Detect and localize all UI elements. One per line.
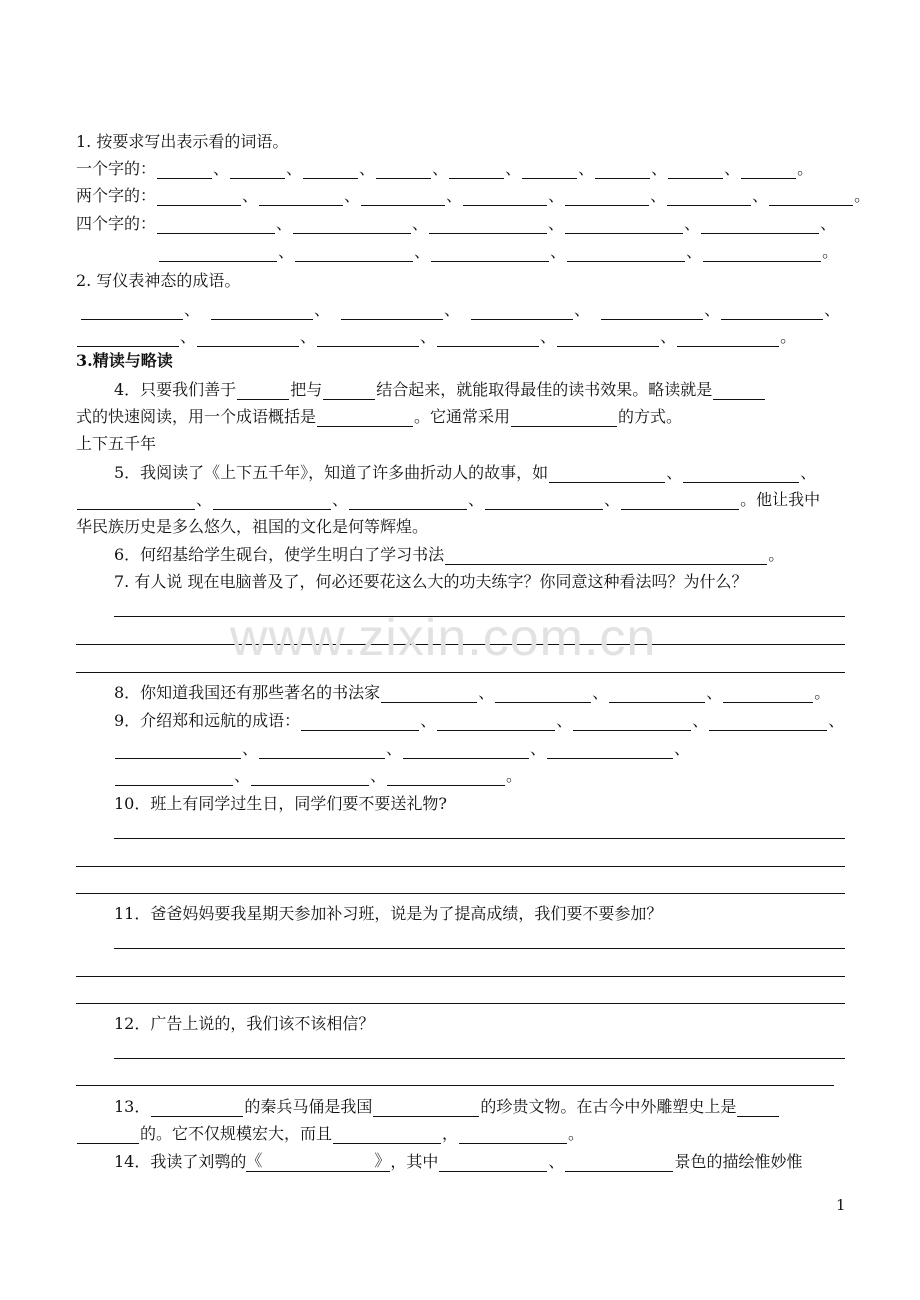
answer-blank[interactable]: [565, 188, 649, 206]
watermark: www.zixin.com.cn: [230, 609, 657, 667]
punct: 、: [530, 739, 547, 758]
punct: 、: [800, 463, 817, 482]
answer-blank[interactable]: [77, 492, 195, 510]
answer-blank[interactable]: [522, 161, 577, 179]
section3-title: 3.精读与略读: [76, 351, 173, 370]
punct: 、: [706, 683, 723, 702]
answer-blank[interactable]: [431, 244, 549, 262]
punct: 、: [666, 463, 683, 482]
answer-blank[interactable]: [667, 188, 751, 206]
q2-row-1: [80, 300, 840, 320]
answer-blank[interactable]: [721, 302, 823, 320]
punct: 、: [276, 214, 293, 233]
answer-blank[interactable]: [677, 329, 779, 347]
q6-line: [114, 545, 784, 565]
answer-blank[interactable]: [211, 302, 313, 320]
punct: 、: [548, 186, 565, 205]
q13-text: 的珍贵文物。在古今中外雕塑史上是: [480, 1097, 737, 1116]
answer-blank[interactable]: [459, 1126, 567, 1144]
q14-line: [114, 1151, 802, 1172]
q14-text: 景色的描绘惟妙惟: [674, 1152, 803, 1171]
answer-blank[interactable]: [317, 409, 413, 427]
q5-line-1: [114, 463, 816, 483]
punct: 。: [768, 545, 785, 564]
answer-blank[interactable]: [573, 713, 691, 731]
answer-blank[interactable]: [77, 329, 179, 347]
q1-four-char-row-1: [76, 214, 836, 234]
answer-blank[interactable]: [547, 741, 673, 759]
answer-line[interactable]: [76, 644, 845, 645]
punct: 、: [651, 159, 668, 178]
answer-blank[interactable]: [621, 492, 739, 510]
punct: 、: [548, 214, 565, 233]
answer-blank[interactable]: [157, 161, 212, 179]
answer-blank[interactable]: [387, 768, 505, 786]
punct: 、: [692, 711, 709, 730]
q4-text: 把与: [290, 380, 323, 399]
answer-blank[interactable]: [301, 713, 419, 731]
answer-blank[interactable]: [463, 188, 547, 206]
q14-text: ，其中: [390, 1152, 439, 1171]
punct: 、: [213, 159, 230, 178]
punct: 、: [724, 159, 741, 178]
q1-two-char-row: [76, 186, 870, 206]
q12-text: 12．广告上说的，我们该不该相信？: [114, 1014, 375, 1033]
answer-blank[interactable]: [230, 161, 285, 179]
answer-blank[interactable]: [595, 161, 650, 179]
answer-blank[interactable]: [403, 741, 529, 759]
answer-line[interactable]: [114, 948, 845, 949]
answer-blank[interactable]: [683, 465, 799, 483]
punct: 。: [568, 1124, 585, 1143]
answer-line[interactable]: [114, 1058, 845, 1059]
punct: 、: [286, 159, 303, 178]
punct: 、: [386, 739, 403, 758]
answer-blank[interactable]: [549, 465, 665, 483]
answer-blank[interactable]: [376, 161, 431, 179]
answer-blank[interactable]: [115, 741, 241, 759]
punct: 、: [184, 300, 201, 319]
q1-four-char-row-2: [158, 242, 838, 262]
punct: 、: [242, 186, 259, 205]
answer-blank[interactable]: [323, 382, 375, 400]
answer-blank[interactable]: [703, 244, 821, 262]
punct: 、: [278, 242, 295, 261]
q5-text: 。他让我中: [740, 490, 821, 509]
answer-blank[interactable]: [159, 244, 277, 262]
punct: 、: [828, 711, 845, 730]
four-char-label: 四个字的：: [76, 214, 157, 233]
q4-text: 的方式。: [618, 407, 683, 426]
punct: 、: [556, 711, 573, 730]
punct: 、: [548, 1152, 565, 1171]
answer-blank[interactable]: [151, 1099, 243, 1117]
answer-blank[interactable]: [439, 1154, 547, 1172]
answer-blank[interactable]: [303, 161, 358, 179]
answer-blank[interactable]: [373, 1099, 479, 1117]
punct: 。: [822, 242, 839, 261]
answer-blank[interactable]: [361, 188, 445, 206]
answer-blank[interactable]: [157, 216, 275, 234]
q13-line-2: [76, 1124, 584, 1144]
punct: 。: [780, 327, 797, 346]
answer-blank[interactable]: [701, 216, 819, 234]
punct: 、: [574, 300, 591, 319]
book-heading: 上下五千年: [76, 434, 157, 453]
punct: 、: [414, 242, 431, 261]
q4-line-2: [76, 407, 682, 427]
q4-line-1: [114, 380, 766, 400]
q4-text: 。它通常采用: [414, 407, 511, 426]
punct: 、: [824, 300, 841, 319]
punct: 、: [332, 490, 349, 509]
q13-text: 13．: [114, 1097, 151, 1116]
answer-line[interactable]: [76, 1085, 834, 1086]
answer-blank[interactable]: [259, 741, 385, 759]
answer-blank[interactable]: [601, 302, 703, 320]
punct: 、: [820, 214, 837, 233]
punct: 、: [412, 214, 429, 233]
punct: 、: [505, 159, 522, 178]
punct: 、: [446, 186, 463, 205]
answer-blank[interactable]: [381, 685, 477, 703]
punct: 、: [196, 490, 213, 509]
q2-row-2: [76, 327, 796, 347]
q4-text: 结合起来，就能取得最佳的读书效果。略读就是: [376, 380, 713, 399]
q2-title: 2. 写仪表神态的成语。: [76, 271, 241, 290]
answer-blank[interactable]: [565, 216, 683, 234]
answer-blank[interactable]: [737, 1099, 779, 1117]
answer-blank[interactable]: [237, 382, 289, 400]
book-title-close: 》: [374, 1151, 391, 1170]
answer-blank[interactable]: [709, 713, 827, 731]
q4-text: 式的快速阅读，用一个成语概括是: [76, 407, 317, 426]
answer-blank[interactable]: [609, 685, 705, 703]
q9-text: 9．介绍郑和远航的成语：: [114, 711, 301, 730]
answer-blank[interactable]: [115, 768, 233, 786]
two-char-label: 两个字的：: [76, 186, 157, 205]
q4-text: 4．只要我们善于: [114, 380, 237, 399]
punct: ，: [442, 1124, 459, 1143]
answer-line[interactable]: [76, 976, 845, 977]
book-title-open: 《: [246, 1151, 263, 1170]
answer-blank[interactable]: [349, 492, 467, 510]
punct: 。: [797, 159, 814, 178]
punct: 。: [506, 766, 523, 785]
answer-blank[interactable]: [557, 329, 659, 347]
punct: 、: [684, 214, 701, 233]
q5-line-3: 华民族历史是多么悠久，祖国的文化是何等辉煌。: [76, 517, 429, 536]
answer-line[interactable]: [76, 866, 845, 867]
answer-blank[interactable]: [565, 1154, 673, 1172]
q13-line-1: [114, 1097, 780, 1117]
answer-line[interactable]: [76, 893, 845, 894]
punct: 、: [344, 186, 361, 205]
punct: 、: [314, 300, 331, 319]
answer-blank[interactable]: [769, 188, 853, 206]
q11-text: 11．爸爸妈妈要我星期天参加补习班，说是为了提高成绩，我们要不要参加？: [114, 904, 663, 923]
punct: 、: [468, 490, 485, 509]
answer-line[interactable]: [76, 1003, 845, 1004]
q9-line-1: [114, 711, 844, 731]
punct: 、: [242, 739, 259, 758]
punct: 、: [180, 327, 197, 346]
answer-blank[interactable]: [668, 161, 723, 179]
punct: 、: [604, 490, 621, 509]
q10-text: 10．班上有同学过生日，同学们要不要送礼物?: [114, 794, 447, 813]
answer-blank[interactable]: [723, 685, 813, 703]
answer-blank[interactable]: [251, 768, 369, 786]
answer-line[interactable]: [76, 672, 845, 673]
punct: 、: [420, 327, 437, 346]
punct: 、: [660, 327, 677, 346]
q1-title: 1. 按要求写出表示看的词语。: [76, 132, 289, 151]
q13-text: 的。它不仅规模宏大，而且: [140, 1124, 333, 1143]
punct: 、: [704, 300, 721, 319]
q8-line: [114, 683, 830, 703]
q5-line-2: [76, 490, 820, 510]
answer-blank[interactable]: [741, 161, 796, 179]
punct: 、: [686, 242, 703, 261]
punct: 、: [650, 186, 667, 205]
punct: 、: [550, 242, 567, 261]
answer-blank[interactable]: [437, 713, 555, 731]
punct: 。: [854, 186, 871, 205]
punct: 、: [444, 300, 461, 319]
answer-blank[interactable]: [485, 492, 603, 510]
q7-text: 7. 有人说 现在电脑普及了，何必还要花这么大的功夫练字？你同意这种看法吗？为什么？: [114, 572, 748, 591]
punct: 、: [370, 766, 387, 785]
answer-blank[interactable]: [567, 244, 685, 262]
answer-blank[interactable]: [77, 1126, 139, 1144]
q13-text: 的秦兵马俑是我国: [244, 1097, 373, 1116]
answer-blank[interactable]: [81, 302, 183, 320]
answer-blank[interactable]: [295, 244, 413, 262]
punct: 、: [578, 159, 595, 178]
answer-blank[interactable]: [429, 216, 547, 234]
answer-blank[interactable]: [449, 161, 504, 179]
q5-text: 5．我阅读了《上下五千年》，知道了许多曲折动人的故事，如: [114, 463, 549, 482]
answer-blank[interactable]: [445, 547, 767, 565]
punct: 、: [234, 766, 251, 785]
one-char-label: 一个字的：: [76, 159, 157, 178]
punct: 、: [432, 159, 449, 178]
q8-text: 8．你知道我国还有那些著名的书法家: [114, 683, 381, 702]
punct: 。: [814, 683, 831, 702]
answer-blank[interactable]: [511, 409, 617, 427]
punct: 、: [359, 159, 376, 178]
q6-text: 6．何绍基给学生砚台，使学生明白了学习书法: [114, 545, 445, 564]
q14-text: 14．我读了刘鹗的: [114, 1152, 247, 1171]
answer-line[interactable]: [114, 838, 845, 839]
punct: 、: [300, 327, 317, 346]
q9-line-2: [114, 739, 690, 759]
punct: 、: [752, 186, 769, 205]
q1-one-char-row: [76, 159, 813, 179]
q9-line-3: [114, 766, 522, 786]
punct: 、: [592, 683, 609, 702]
page-number: 1: [836, 1196, 846, 1214]
answer-blank[interactable]: [713, 382, 765, 400]
answer-blank[interactable]: [293, 216, 411, 234]
punct: 、: [540, 327, 557, 346]
answer-blank[interactable]: [157, 188, 241, 206]
answer-blank[interactable]: [341, 302, 443, 320]
answer-blank[interactable]: [471, 302, 573, 320]
answer-line[interactable]: [114, 616, 845, 617]
answer-blank[interactable]: [213, 492, 331, 510]
punct: 、: [478, 683, 495, 702]
answer-blank[interactable]: [317, 329, 419, 347]
answer-blank[interactable]: [333, 1126, 441, 1144]
answer-blank[interactable]: [259, 188, 343, 206]
answer-blank[interactable]: [495, 685, 591, 703]
punct: 、: [420, 711, 437, 730]
answer-blank[interactable]: [262, 1154, 374, 1172]
punct: 、: [674, 739, 691, 758]
answer-blank[interactable]: [197, 329, 299, 347]
answer-blank[interactable]: [437, 329, 539, 347]
